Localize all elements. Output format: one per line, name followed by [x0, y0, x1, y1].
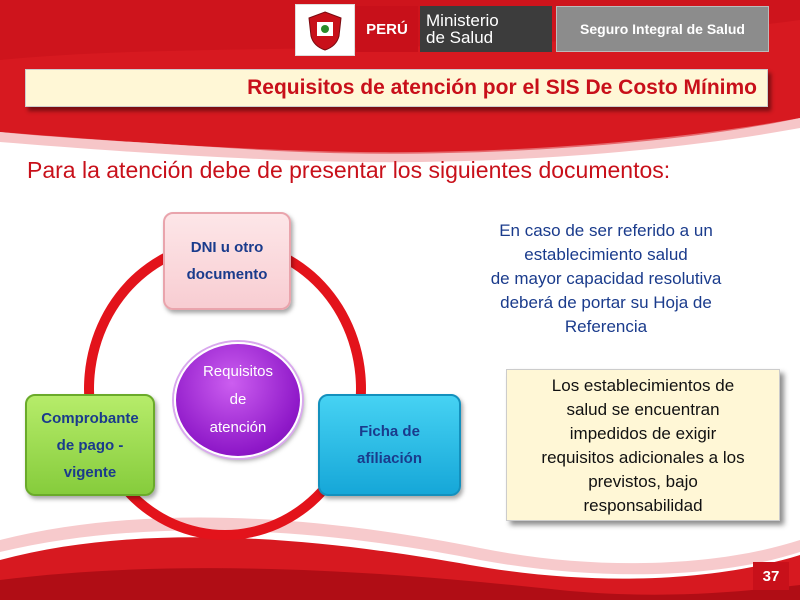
node-dni-line: documento	[186, 266, 268, 283]
slide-title: Requisitos de atención por el SIS De Costo Mínimo	[247, 76, 757, 99]
node-comprobante-line: de pago -	[56, 436, 124, 454]
note-line: impedidos de exigir	[569, 424, 717, 443]
note-line: Los establecimientos de	[551, 376, 735, 395]
center-node-requisitos	[174, 342, 302, 458]
header-bar	[0, 0, 800, 58]
node-comprobante	[25, 394, 155, 496]
note-line: salud se encuentran	[566, 400, 720, 419]
referido-line: establecimiento salud	[524, 245, 688, 264]
note-line: previstos, bajo	[588, 472, 698, 491]
page-number: 37	[753, 562, 789, 590]
node-dni	[163, 212, 291, 310]
node-ficha-line: Ficha de	[359, 423, 420, 440]
node-ficha	[318, 394, 461, 496]
center-line: Requisitos	[202, 363, 274, 380]
coat-of-arms-logo	[295, 4, 355, 56]
center-line: de	[229, 391, 247, 408]
ministry-line2: de Salud	[426, 28, 494, 47]
node-dni-line: DNI u otro	[190, 239, 264, 256]
ministry-line1: Ministerio	[426, 11, 499, 30]
referido-line: En caso de ser referido a un	[499, 221, 713, 240]
center-line: atención	[209, 419, 267, 436]
slide-title-box	[25, 69, 768, 107]
slide-subtitle: Para la atención debe de presentar los siguientes documentos:	[27, 157, 671, 183]
country-label: PERÚ	[356, 6, 418, 52]
ministry-logo	[420, 6, 552, 52]
referido-line: deberá de portar su Hoja de	[500, 293, 712, 312]
node-comprobante-line: Comprobante	[41, 409, 139, 427]
note-line: requisitos adicionales a los	[541, 448, 745, 467]
shield-icon	[303, 8, 347, 52]
referido-line: de mayor capacidad resolutiva	[490, 269, 722, 288]
note-line: responsabilidad	[583, 496, 703, 515]
node-ficha-line: afiliación	[356, 450, 423, 467]
referido-line: Referencia	[564, 317, 648, 336]
note-box	[506, 369, 780, 521]
node-comprobante-line: vigente	[63, 463, 117, 481]
sis-label: Seguro Integral de Salud	[556, 6, 769, 52]
referido-text	[461, 219, 751, 339]
